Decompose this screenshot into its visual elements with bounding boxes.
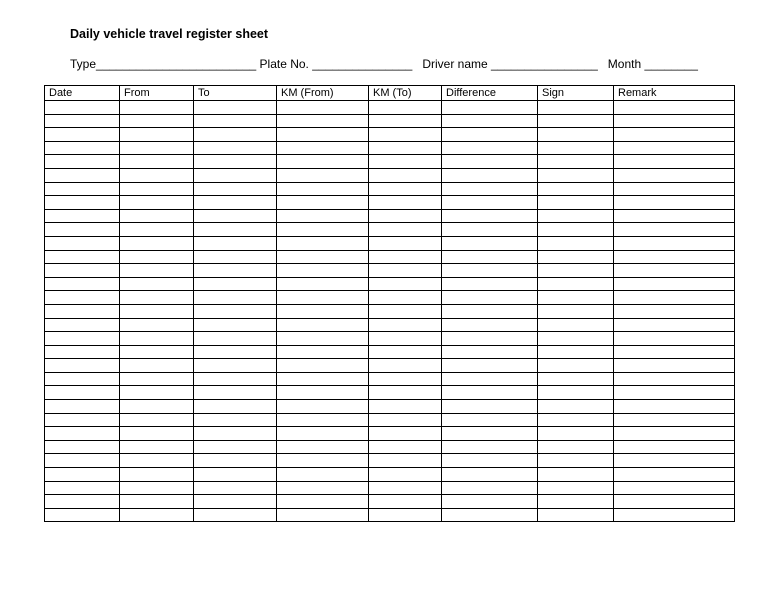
- table-cell: [614, 209, 735, 223]
- table-cell: [45, 250, 120, 264]
- table-cell: [442, 495, 538, 509]
- table-cell: [442, 481, 538, 495]
- table-cell: [538, 495, 614, 509]
- table-row: [45, 332, 735, 346]
- table-cell: [442, 264, 538, 278]
- table-cell: [614, 182, 735, 196]
- table-cell: [614, 141, 735, 155]
- table-cell: [538, 264, 614, 278]
- table-row: [45, 413, 735, 427]
- table-cell: [120, 318, 194, 332]
- table-cell: [45, 400, 120, 414]
- table-cell: [45, 440, 120, 454]
- table-cell: [369, 128, 442, 142]
- table-cell: [277, 291, 369, 305]
- table-cell: [538, 468, 614, 482]
- table-cell: [277, 495, 369, 509]
- table-cell: [277, 114, 369, 128]
- table-cell: [614, 223, 735, 237]
- table-cell: [538, 196, 614, 210]
- table-cell: [614, 155, 735, 169]
- table-cell: [120, 481, 194, 495]
- table-cell: [538, 481, 614, 495]
- table-cell: [277, 277, 369, 291]
- table-cell: [442, 196, 538, 210]
- table-cell: [45, 468, 120, 482]
- table-cell: [538, 400, 614, 414]
- table-cell: [120, 196, 194, 210]
- table-cell: [277, 413, 369, 427]
- table-cell: [120, 400, 194, 414]
- table-cell: [538, 141, 614, 155]
- table-cell: [369, 236, 442, 250]
- table-row: [45, 481, 735, 495]
- table-cell: [538, 508, 614, 522]
- table-cell: [120, 291, 194, 305]
- table-cell: [45, 101, 120, 115]
- table-row: [45, 440, 735, 454]
- table-cell: [442, 168, 538, 182]
- table-cell: [369, 196, 442, 210]
- table-row: [45, 508, 735, 522]
- table-cell: [277, 264, 369, 278]
- table-cell: [45, 481, 120, 495]
- col-header-km-from: KM (From): [277, 86, 369, 101]
- table-cell: [45, 495, 120, 509]
- table-cell: [442, 223, 538, 237]
- table-cell: [614, 454, 735, 468]
- table-cell: [442, 468, 538, 482]
- table-cell: [277, 440, 369, 454]
- table-row: [45, 182, 735, 196]
- table-cell: [442, 359, 538, 373]
- table-cell: [277, 196, 369, 210]
- table-cell: [120, 250, 194, 264]
- table-cell: [277, 223, 369, 237]
- table-cell: [614, 114, 735, 128]
- table-cell: [277, 372, 369, 386]
- table-cell: [442, 209, 538, 223]
- register-table-body: [45, 101, 735, 522]
- table-cell: [194, 291, 277, 305]
- table-cell: [614, 359, 735, 373]
- table-cell: [45, 318, 120, 332]
- table-cell: [538, 250, 614, 264]
- table-cell: [614, 332, 735, 346]
- table-cell: [442, 114, 538, 128]
- table-header-row: [45, 86, 735, 101]
- table-cell: [277, 250, 369, 264]
- table-cell: [194, 182, 277, 196]
- table-cell: [614, 427, 735, 441]
- table-cell: [45, 277, 120, 291]
- table-row: [45, 196, 735, 210]
- table-cell: [194, 332, 277, 346]
- table-cell: [614, 468, 735, 482]
- table-cell: [45, 359, 120, 373]
- table-cell: [369, 481, 442, 495]
- table-cell: [277, 508, 369, 522]
- table-row: [45, 155, 735, 169]
- table-cell: [194, 141, 277, 155]
- table-cell: [614, 101, 735, 115]
- table-cell: [120, 427, 194, 441]
- table-cell: [277, 468, 369, 482]
- table-cell: [194, 236, 277, 250]
- table-cell: [442, 413, 538, 427]
- table-cell: [614, 196, 735, 210]
- table-cell: [277, 427, 369, 441]
- table-cell: [45, 427, 120, 441]
- table-row: [45, 101, 735, 115]
- table-cell: [45, 345, 120, 359]
- table-cell: [277, 128, 369, 142]
- table-cell: [538, 304, 614, 318]
- table-cell: [538, 209, 614, 223]
- table-cell: [442, 304, 538, 318]
- table-cell: [194, 304, 277, 318]
- table-cell: [277, 454, 369, 468]
- table-cell: [120, 413, 194, 427]
- table-cell: [614, 277, 735, 291]
- table-cell: [538, 182, 614, 196]
- table-cell: [194, 508, 277, 522]
- table-cell: [277, 345, 369, 359]
- table-cell: [120, 141, 194, 155]
- table-row: [45, 454, 735, 468]
- table-cell: [45, 372, 120, 386]
- table-cell: [194, 155, 277, 169]
- col-header-from: From: [120, 86, 194, 101]
- table-row: [45, 468, 735, 482]
- table-cell: [369, 318, 442, 332]
- table-cell: [194, 400, 277, 414]
- table-row: [45, 304, 735, 318]
- table-row: [45, 277, 735, 291]
- table-cell: [369, 277, 442, 291]
- table-cell: [45, 141, 120, 155]
- table-cell: [369, 427, 442, 441]
- table-cell: [614, 413, 735, 427]
- table-cell: [120, 304, 194, 318]
- table-row: [45, 223, 735, 237]
- table-cell: [538, 155, 614, 169]
- table-cell: [538, 128, 614, 142]
- table-cell: [120, 128, 194, 142]
- table-cell: [120, 440, 194, 454]
- table-cell: [442, 182, 538, 196]
- table-cell: [614, 481, 735, 495]
- table-cell: [277, 386, 369, 400]
- table-cell: [194, 168, 277, 182]
- table-cell: [614, 400, 735, 414]
- table-cell: [614, 372, 735, 386]
- table-cell: [277, 101, 369, 115]
- table-cell: [442, 454, 538, 468]
- register-table: [44, 85, 735, 522]
- col-header-date: Date: [45, 86, 120, 101]
- table-row: [45, 141, 735, 155]
- table-cell: [538, 427, 614, 441]
- table-cell: [614, 264, 735, 278]
- table-cell: [194, 386, 277, 400]
- table-cell: [45, 386, 120, 400]
- table-cell: [538, 168, 614, 182]
- table-cell: [194, 454, 277, 468]
- table-cell: [442, 345, 538, 359]
- table-cell: [45, 236, 120, 250]
- col-header-difference: Difference: [442, 86, 538, 101]
- table-cell: [120, 372, 194, 386]
- table-cell: [194, 101, 277, 115]
- table-cell: [194, 209, 277, 223]
- col-header-to: To: [194, 86, 277, 101]
- table-cell: [45, 155, 120, 169]
- table-cell: [369, 182, 442, 196]
- table-cell: [194, 413, 277, 427]
- table-cell: [120, 155, 194, 169]
- table-row: [45, 264, 735, 278]
- table-cell: [614, 168, 735, 182]
- table-cell: [538, 223, 614, 237]
- table-row: [45, 318, 735, 332]
- table-cell: [369, 332, 442, 346]
- table-cell: [614, 508, 735, 522]
- table-cell: [442, 141, 538, 155]
- table-cell: [45, 332, 120, 346]
- table-cell: [45, 223, 120, 237]
- table-cell: [442, 400, 538, 414]
- table-cell: [614, 440, 735, 454]
- table-cell: [45, 413, 120, 427]
- table-cell: [369, 304, 442, 318]
- table-cell: [277, 304, 369, 318]
- table-row: [45, 291, 735, 305]
- table-row: [45, 250, 735, 264]
- table-cell: [277, 141, 369, 155]
- table-cell: [369, 209, 442, 223]
- table-cell: [538, 413, 614, 427]
- table-cell: [442, 250, 538, 264]
- table-cell: [538, 440, 614, 454]
- table-cell: [442, 101, 538, 115]
- table-cell: [194, 277, 277, 291]
- table-cell: [277, 481, 369, 495]
- table-cell: [120, 508, 194, 522]
- table-cell: [277, 400, 369, 414]
- table-cell: [614, 128, 735, 142]
- table-cell: [369, 141, 442, 155]
- table-cell: [120, 359, 194, 373]
- table-row: [45, 400, 735, 414]
- table-cell: [369, 400, 442, 414]
- table-cell: [277, 168, 369, 182]
- table-cell: [442, 318, 538, 332]
- table-cell: [120, 468, 194, 482]
- table-cell: [45, 182, 120, 196]
- table-cell: [194, 468, 277, 482]
- table-cell: [369, 386, 442, 400]
- table-cell: [369, 468, 442, 482]
- table-cell: [277, 236, 369, 250]
- table-cell: [369, 345, 442, 359]
- table-cell: [45, 114, 120, 128]
- table-cell: [614, 304, 735, 318]
- table-cell: [45, 209, 120, 223]
- table-cell: [45, 128, 120, 142]
- table-cell: [538, 372, 614, 386]
- table-row: [45, 345, 735, 359]
- table-cell: [369, 155, 442, 169]
- table-cell: [442, 427, 538, 441]
- table-cell: [369, 454, 442, 468]
- table-cell: [194, 359, 277, 373]
- table-row: [45, 114, 735, 128]
- table-row: [45, 168, 735, 182]
- table-cell: [194, 481, 277, 495]
- table-cell: [442, 277, 538, 291]
- table-cell: [45, 291, 120, 305]
- sheet-title: Daily vehicle travel register sheet: [70, 27, 269, 41]
- table-cell: [369, 101, 442, 115]
- table-cell: [194, 196, 277, 210]
- table-cell: [120, 168, 194, 182]
- table-cell: [442, 155, 538, 169]
- table-cell: [194, 128, 277, 142]
- table-cell: [442, 508, 538, 522]
- table-cell: [538, 359, 614, 373]
- table-cell: [194, 114, 277, 128]
- header-fields-line: Type________________________ Plate No. _______________ Driver name ________________ Month ________: [70, 57, 698, 71]
- table-cell: [277, 318, 369, 332]
- table-cell: [277, 155, 369, 169]
- table-cell: [442, 386, 538, 400]
- table-cell: [45, 168, 120, 182]
- table-cell: [120, 209, 194, 223]
- table-cell: [614, 345, 735, 359]
- table-cell: [369, 495, 442, 509]
- table-cell: [369, 250, 442, 264]
- table-cell: [120, 345, 194, 359]
- table-cell: [538, 101, 614, 115]
- table-row: [45, 359, 735, 373]
- table-cell: [194, 427, 277, 441]
- table-cell: [277, 209, 369, 223]
- table-cell: [45, 508, 120, 522]
- table-cell: [194, 372, 277, 386]
- table-cell: [538, 236, 614, 250]
- table-cell: [442, 440, 538, 454]
- table-cell: [194, 264, 277, 278]
- table-cell: [120, 114, 194, 128]
- table-row: [45, 495, 735, 509]
- table-row: [45, 427, 735, 441]
- table-cell: [442, 291, 538, 305]
- table-cell: [194, 345, 277, 359]
- table-cell: [614, 236, 735, 250]
- table-cell: [614, 386, 735, 400]
- table-cell: [120, 277, 194, 291]
- table-cell: [120, 495, 194, 509]
- table-cell: [369, 413, 442, 427]
- table-cell: [442, 332, 538, 346]
- table-cell: [120, 101, 194, 115]
- table-cell: [442, 128, 538, 142]
- table-cell: [614, 291, 735, 305]
- table-cell: [45, 196, 120, 210]
- table-cell: [442, 236, 538, 250]
- table-cell: [194, 440, 277, 454]
- table-cell: [277, 182, 369, 196]
- table-cell: [538, 345, 614, 359]
- table-cell: [120, 454, 194, 468]
- table-row: [45, 209, 735, 223]
- table-cell: [194, 318, 277, 332]
- table-cell: [45, 264, 120, 278]
- table-cell: [369, 359, 442, 373]
- table-cell: [120, 236, 194, 250]
- table-cell: [120, 264, 194, 278]
- table-cell: [538, 291, 614, 305]
- table-row: [45, 128, 735, 142]
- table-cell: [442, 372, 538, 386]
- table-cell: [369, 440, 442, 454]
- table-cell: [538, 332, 614, 346]
- table-cell: [369, 168, 442, 182]
- table-row: [45, 372, 735, 386]
- table-cell: [120, 332, 194, 346]
- table-cell: [538, 114, 614, 128]
- table-cell: [45, 304, 120, 318]
- table-cell: [538, 386, 614, 400]
- table-cell: [194, 223, 277, 237]
- table-row: [45, 386, 735, 400]
- table-cell: [369, 114, 442, 128]
- col-header-sign: Sign: [538, 86, 614, 101]
- table-cell: [194, 250, 277, 264]
- table-cell: [194, 495, 277, 509]
- table-cell: [277, 359, 369, 373]
- table-cell: [538, 318, 614, 332]
- table-cell: [120, 386, 194, 400]
- table-cell: [120, 223, 194, 237]
- table-cell: [614, 250, 735, 264]
- table-cell: [369, 508, 442, 522]
- table-cell: [538, 454, 614, 468]
- col-header-km-to: KM (To): [369, 86, 442, 101]
- table-cell: [369, 264, 442, 278]
- table-cell: [538, 277, 614, 291]
- table-cell: [45, 454, 120, 468]
- col-header-remark: Remark: [614, 86, 735, 101]
- table-cell: [369, 223, 442, 237]
- table-cell: [120, 182, 194, 196]
- table-cell: [369, 372, 442, 386]
- table-cell: [614, 495, 735, 509]
- table-cell: [369, 291, 442, 305]
- table-row: [45, 236, 735, 250]
- table-cell: [277, 332, 369, 346]
- table-cell: [614, 318, 735, 332]
